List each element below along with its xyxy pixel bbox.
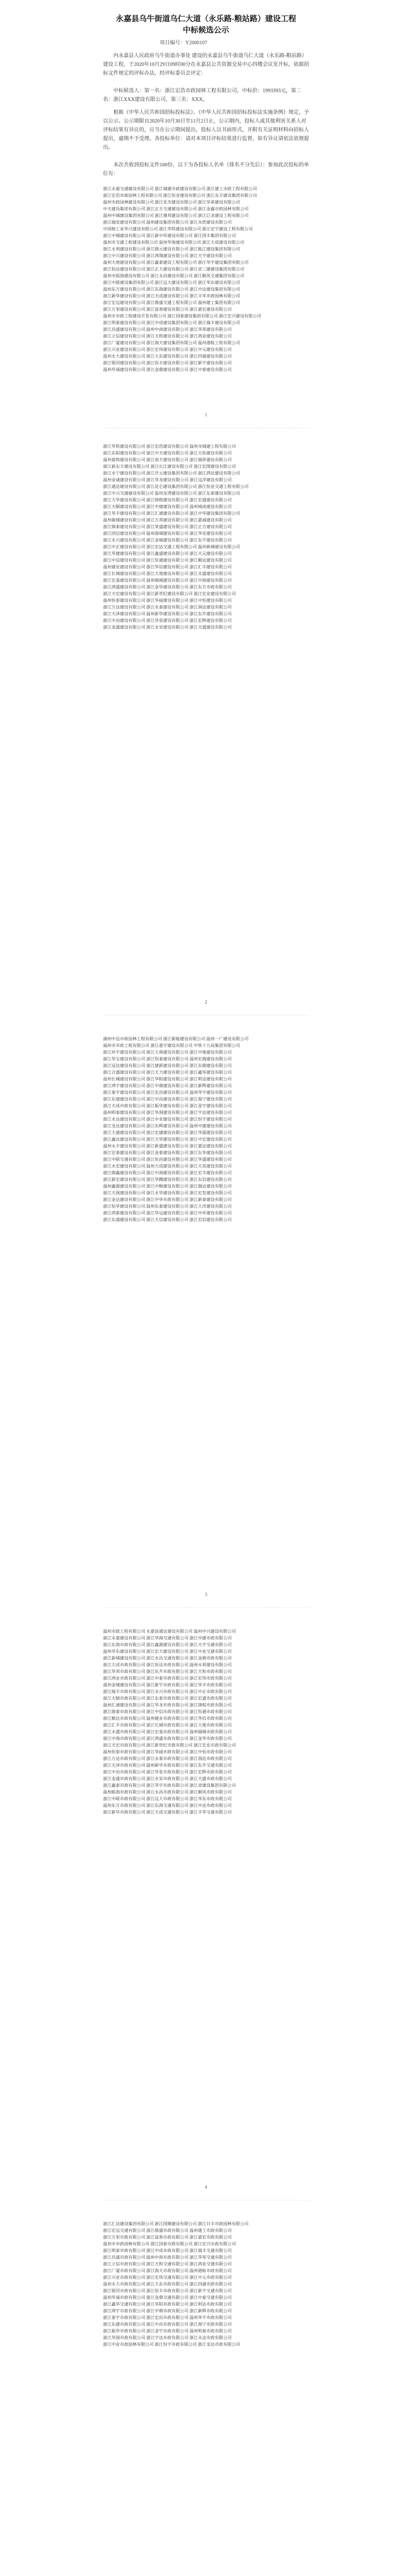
- bidder-line: 温州市瓯海建设有限公司 浙江永昌建设有限公司 浙江顺风交通集团有限公司: [103, 274, 245, 278]
- bidder-line: 浙江泰宇建设有限公司 浙江宏昌建设有限公司 温州华宇建设有限公司: [103, 1090, 232, 1095]
- bidder-line: 浙江中兴建设有限公司 浙江鸿翔建设有限公司 浙江天宇建设有限公司: [103, 253, 232, 258]
- bidder-line: 浙江国信建设有限公司 温州海城建设有限公司 浙江华安建设有限公司: [103, 531, 232, 536]
- bidder-line: 浙江明泰市政有限公司 浙江中成市政有限公司 浙江瑞丰交通有限公司: [103, 2248, 232, 2253]
- bidder-line: 浙江永达建设有限公司 浙江中业建设有限公司 浙江恒宇建设有限公司: [103, 1117, 232, 1122]
- bidder-line: 温州华东建设有限公司 浙江宏大建设有限公司 浙江中业交通有限公司: [103, 1649, 232, 1654]
- bidder-line: 中天建设集团有限公司 浙江正方交通建设有限公司 浙江金鑫市政园林有限公司: [103, 207, 249, 211]
- bidder-line: 浙江天泽市政有限公司 温州新华市政有限公司 浙江东升交通有限公司: [103, 1763, 232, 1768]
- bidder-line: 浙江万里建设有限公司 浙江富春建设有限公司 浙江嘉宏建设有限公司: [103, 307, 232, 312]
- bidder-line: 浙江鼎泰建设有限公司 浙江荣盛建设有限公司 浙江正方建设有限公司: [103, 524, 232, 529]
- bidder-line: 浙江中联交通有限公司 浙江恒昌建设有限公司 浙江华盛建设有限公司: [103, 1157, 232, 1162]
- bidder-line: 湖州中达市政园林工程有限公司 浙江新能建设有限公司 温州一广建设有限公司: [103, 1037, 249, 1041]
- bidder-line: 温州永大建设有限公司 浙江大东建设有限公司 浙江四通建设有限公司: [103, 354, 232, 359]
- page-number: 1: [204, 412, 208, 417]
- bidder-line: 温州中城建设集团有限公司 浙江德邦建设有限公司 浙江巨龙建设工程有限公司: [103, 213, 249, 218]
- bidder-line: 浙江中业市政园林有限公司 浙江恒宇市政有限公司 浙江龙达市政有限公司: [103, 2342, 241, 2347]
- bidder-line: 浙江万达市政有限公司 浙江永泰市政有限公司 浙江润达市政有限公司: [103, 1756, 232, 1761]
- bidder-line: 温州大唐建设有限公司 浙江鑫泰建设工程有限公司 浙江华宇建设集团有限公司: [103, 260, 249, 265]
- bidder-line: 浙江鑫华交通有限公司 浙江华阳市政有限公司 浙江明达市政有限公司: [103, 2302, 232, 2307]
- bidder-line: 浙江鸿宇市政有限公司 浙江中鼎市政有限公司 浙江新辉市政有限公司: [103, 2309, 232, 2313]
- bidder-line: 浙江宏泰建设有限公司 浙江金泰建设有限公司 浙江东华建设有限公司: [103, 1150, 232, 1155]
- bidder-line: 浙江东建建设有限公司 浙江中昌建设有限公司 浙江海宁建设有限公司: [103, 1097, 232, 1101]
- bidder-line: 浙江东阳建设有限公司 浙江中天建设有限公司 浙江天佑建设有限公司: [103, 451, 232, 455]
- bidder-line: 浙江汇丰市政有限公司 浙江长城市政有限公司 浙江大地市政有限公司: [103, 1723, 232, 1727]
- bidder-line: 浙江华铁建设有限公司 浙江宏浩建设有限公司 温州市城建工程有限公司: [103, 444, 236, 449]
- bidder-line: 温州金城建设有限公司 浙江新宇市政有限公司 浙江华丰市政有限公司: [103, 1683, 232, 1687]
- bidder-line: 浙江天顺市政有限公司 浙江东泰市政有限公司 浙江宏盛市政有限公司: [103, 1696, 232, 1701]
- bidder-line: 浙江鑫达建设有限公司 浙江天华建设有限公司 浙江中宏建设有限公司: [103, 1137, 232, 1142]
- bidder-line: 浙江鸿泰建设有限公司 浙江华远建设有限公司 浙江中环建设有限公司: [103, 1211, 232, 1215]
- bidder-line: 浙江永利建设有限公司 浙江鼎元建设有限公司 浙江瓯江建设集团有限公司: [103, 247, 241, 251]
- bidder-line: 浙江东盛建设有限公司 浙江天信建设有限公司 浙江宏信建设有限公司: [103, 1217, 232, 1222]
- bidder-line: 温州恒泰建设有限公司 浙江华丽建设有限公司 浙江中恒建设有限公司: [103, 598, 232, 603]
- intro-paragraph-4: 本次共收到投标文件160份，以下为各投标人名单（排名不分先后）：参加此次投标的单位有：: [103, 162, 309, 177]
- bidder-line: 浙江中正建设有限公司 浙江宏达交通工程有限公司 温州新城建设有限公司: [103, 545, 241, 549]
- bidder-line: 浙江振华市政有限公司 浙江金宇市政有限公司 温州明泰市政有限公司: [103, 2329, 232, 2333]
- bidder-line: 浙江新宏建设有限公司 浙江华腾建设有限公司 浙江东信建设有限公司: [103, 1177, 232, 1182]
- bidder-line: 温州市市政工程建设开发有限公司 浙江国泰建设集团有限公司 浙江宏兴建设有限公司: [103, 314, 262, 318]
- bidder-line: 温州市政园林建设有限公司 浙江亚杰建设有限公司 浙江华甬建设有限公司: [103, 200, 241, 205]
- bidder-line: 浙江华邦市政有限公司 浙江东升市政有限公司 浙江天和市政有限公司: [103, 1669, 232, 1674]
- bidder-line: 浙江中兴交通建设有限公司 温州龙湾建设有限公司 浙江东泰建设有限公司: [103, 491, 241, 496]
- bidder-line: 浙江大成市政有限公司 浙江恒达市政有限公司 温州永利建设有限公司: [103, 1663, 232, 1667]
- bidder-list-page-5: [103, 2221, 309, 2348]
- bidder-list-page-3: [103, 1036, 309, 1223]
- bidder-line: 浙江广厦建设有限公司 浙江海天建设集团有限公司 温州港航工程有限公司: [103, 341, 241, 345]
- bidder-list-page-4: [103, 1628, 309, 1816]
- bidder-line: 浙江宏浩市政园林工程有限公司 浙江恒业建设有限公司 浙江东方建设集团有限公司: [103, 193, 257, 198]
- bidder-line: 温州金诚建设有限公司 浙江华龙建设有限公司 浙江远洋建设有限公司: [103, 478, 232, 482]
- bidder-line: 浙江永兴建设有限公司 浙江金城建设有限公司 浙江东宇建设有限公司: [103, 538, 232, 543]
- bidder-line: 温州瓯海市政有限公司 浙江永昌市政有限公司 浙江顺风市政有限公司: [103, 1790, 232, 1794]
- bidder-line: 浙江恒华建设有限公司 温州东泰建设有限公司 浙江大洋建设有限公司: [103, 1204, 232, 1209]
- bidder-line: 浙江瑞安建设有限公司 温州建设集团有限公司 浙江永欣建设有限公司: [103, 220, 232, 225]
- bidder-line: 浙江瑞丰市政有限公司 浙江永兴市政有限公司 浙江中正市政有限公司: [103, 1689, 232, 1694]
- bidder-line: 浙江龙达建设有限公司 浙江东辉建设有限公司 温州中建建设有限公司: [103, 1124, 232, 1128]
- bidder-line: 浙江永嘉建设有限公司 浙江华海交通有限公司 浙江中建市政有限公司: [103, 1636, 232, 1640]
- bidder-line: 温州华诚市政有限公司 浙江金鼎交通有限公司 浙江中泰交通有限公司: [103, 2295, 232, 2300]
- bidder-line: 浙江兴业市政有限公司 浙江宏伟交通有限公司 浙江中元市政有限公司: [103, 2275, 232, 2280]
- bidder-line: 浙江中冶市政有限公司 浙江华星市政有限公司 浙江宏辉市政有限公司: [103, 1770, 232, 1774]
- bidder-line: 温州市市政园林有限公司 浙江国泰市政有限公司 浙江宏兴市政有限公司: [103, 2242, 236, 2246]
- bidder-line: 浙江天泽建设有限公司 温州新华建设有限公司 浙江东升建设有限公司: [103, 612, 232, 616]
- bidder-list-page-1: [103, 185, 309, 373]
- bidder-line: 温州鹿城建设有限公司 浙江万邦建设有限公司 浙江嘉诚建设有限公司: [103, 518, 232, 522]
- bidder-line: 温州建业建设有限公司 浙江华信建设有限公司 浙江汇丰建设有限公司: [103, 565, 232, 569]
- bidder-line: 温州东方建设有限公司 浙江东海建设有限公司 浙江中达建设集团有限公司: [103, 287, 241, 292]
- title-line-2: 中标候选公示: [182, 26, 229, 35]
- bidder-line: 浙江天宏建设有限公司 浙江新世纪建设有限公司 浙江宏业建设有限公司: [103, 591, 236, 596]
- bidder-line: 浙江汇达建设集团有限公司 浙江国顺建设有限公司 浙江日丰市政园林有限公司: [103, 2222, 249, 2226]
- bidder-line: 浙江金盛建设有限公司 浙江永安建设有限公司 浙江天盛建设有限公司: [103, 625, 232, 630]
- bidder-line: 浙江宏远交通有限公司 浙江鼎盛市政有限公司 温州建工市政有限公司: [103, 2228, 232, 2233]
- bidder-line: 浙江通达建设有限公司 浙江昆仑建设集团有限公司 浙江恒业交通工程有限公司: [103, 484, 249, 489]
- bidder-line: 浙江宏基建设有限公司 温州瑞城建设有限公司 浙江中海建设有限公司: [103, 578, 232, 583]
- bidder-line: 浙江中城建设有限公司 浙江新中环建设有限公司 浙江国丰集团有限公司: [103, 233, 236, 238]
- project-number: 项目编号：Y2000107: [160, 40, 208, 46]
- bidder-line: 浙江长城建设有限公司 浙江大地建设有限公司 浙江永盛建设有限公司: [103, 571, 232, 576]
- bidder-list-page-2: [103, 443, 309, 631]
- page-number: 2: [204, 999, 208, 1005]
- bidder-line: 温州恒泰市政有限公司 浙江华丽市政有限公司 浙江中恒市政有限公司: [103, 1750, 232, 1754]
- bidder-line: 浙江天顺建设有限公司 浙江中建建设有限公司 温州城南建设有限公司: [103, 504, 232, 509]
- bidder-line: 温州市政工程有限公司 永嘉县通达建设有限公司 温州中兴建设有限公司: [103, 1629, 236, 1634]
- bidder-line: 浙江鸿宇建设有限公司 浙江中鼎建设有限公司 浙江新辉建设有限公司: [103, 1083, 232, 1088]
- bidder-line: 浙江新华市政有限公司 浙江天成交通有限公司 浙江丰华交通有限公司: [103, 1810, 232, 1815]
- bidder-line: 温州市交通工程建设有限公司 温州华海建设有限公司 浙江大成建设有限公司: [103, 240, 245, 245]
- bidder-line: 浙江金盛市政有限公司 浙江永安市政有限公司 浙江天盛市政有限公司: [103, 1776, 232, 1781]
- intro-paragraph-3: 根据《中华人民共和国招标投标法》、《中华人民共和国招标投标法实施条例》规定，予以公示。公示期限自2020年10月30日至11月2日止，公示期内，投标人或其他利害关系人对评标结果有异议的，应当在公示期间提出，投标人以书面形式，并附有关证明材料向招标人提出，逾期不予受理。各投标单位：请对本项目评标结果进行监督，如有异议请依法依规提出。: [103, 110, 309, 150]
- bidder-line: 浙江合盛建设有限公司 浙江天力建设有限公司 浙江鑫华建设有限公司: [103, 1070, 232, 1075]
- bidder-line: 温州华诚建设有限公司 浙江金鼎建设有限公司 浙江中泰建设有限公司: [103, 367, 232, 372]
- bidder-line: 温州长城建设有限公司 浙江华阳建设有限公司 浙江明达建设有限公司: [103, 1077, 232, 1081]
- bidder-line: 浙江天成市政有限公司 浙江振华建设有限公司 浙江金宇建设有限公司: [103, 1104, 232, 1108]
- bidder-line: 浙江万里市政有限公司 浙江富春市政有限公司 浙江嘉宏市政有限公司: [103, 2235, 232, 2240]
- document-title: [0, 13, 412, 36]
- bidder-line: 浙江华建建设有限公司 浙江鑫盛建设有限公司 浙江天元建设有限公司: [103, 551, 232, 556]
- bidder-line: 浙江宏远建设有限公司 浙江鼎盛交通工程有限公司 温州建工集团有限公司: [103, 300, 241, 305]
- bidder-line: 浙江东建市政有限公司 浙江中昌市政有限公司 浙江海宁市政有限公司: [103, 2322, 232, 2327]
- bidder-line: 浙江中信建设有限公司 浙江恒通建设有限公司 浙江顺达建设有限公司: [103, 558, 232, 563]
- bidder-line: 中国核工业华兴建设有限公司 浙江华铁建设有限公司 浙江宏宇建设工程有限公司: [103, 227, 253, 231]
- bidder-line: 温州嘉和建设有限公司 浙江南方建设有限公司 浙江瑞祥建设有限公司: [103, 457, 232, 462]
- bidder-line: 浙江昌盛建设有限公司 温州中南建设有限公司 浙江华邦建设有限公司: [103, 327, 232, 332]
- bidder-line: 温州永大市政有限公司 浙江大东市政有限公司 浙江四通市政有限公司: [103, 2282, 232, 2286]
- bidder-line: 浙江中联建设集团有限公司 浙江远大建设有限公司 浙江华东建设有限公司: [103, 280, 241, 285]
- bidder-line: 浙江大通建设有限公司 浙江宏建建设有限公司 浙江华强建设有限公司: [103, 1130, 232, 1135]
- bidder-line: 浙江兴业建设有限公司 浙江宏伟建设有限公司 浙江中元建设有限公司: [103, 347, 232, 352]
- bidder-line: 浙江鼎泰市政有限公司 浙江中信市政有限公司 浙江恒通市政有限公司: [103, 1709, 232, 1714]
- bidder-line: 浙江永宁建设有限公司 浙江开元建设集团有限公司 浙江鸿达建设有限公司: [103, 471, 241, 476]
- bidder-line: 浙江东海市政有限公司 浙江鑫源建设有限公司 浙江天宇交通有限公司: [103, 1642, 232, 1647]
- bidder-line: 浙江永嘉交通建设有限公司 浙江城建市政建设有限公司 浙江建工市政工程有限公司: [103, 187, 257, 191]
- bidder-line: 浙江新城建设有限公司 浙江永昌交通有限公司 浙江金鼎市政有限公司: [103, 1656, 232, 1660]
- bidder-line: 浙江大华建设有限公司 浙江锦程建设有限公司 浙江宏盛建设有限公司: [103, 498, 232, 502]
- intro-paragraph-2: 中标候选人：第一名：浙江宏浩市政园林工程有限公司，中标价：1993393元，第二名：浙江XXX建设有限公司，第三名：XXX。: [103, 88, 301, 103]
- page-separator: [103, 1607, 309, 1608]
- bidder-line: 浙江环宇建设有限公司 浙江大舜建设有限公司 浙江中地建设有限公司: [103, 1050, 232, 1055]
- bidder-line: 浙江华润市政有限公司 浙江宇达市政有限公司 浙江永达市政有限公司: [103, 2335, 232, 2340]
- bidder-line: 浙江中海市政有限公司 浙江鸿盛市政有限公司 浙江金华市政有限公司: [103, 1736, 232, 1741]
- bidder-line: 浙江中联市政有限公司 浙江远大市政有限公司 浙江华东市政有限公司: [103, 1797, 232, 1801]
- page-number: 3: [204, 1592, 208, 1597]
- bidder-line: 浙江鸿业市政有限公司 浙江中泰市政有限公司 浙江宏伟市政有限公司: [103, 1676, 232, 1681]
- bidder-line: 浙江永盛市政有限公司 浙江宏基市政有限公司 温州瑞城市政有限公司: [103, 1730, 232, 1734]
- bidder-line: 浙江华丰建设有限公司 浙江汇通建设有限公司 浙江中华建设集团有限公司: [103, 511, 241, 516]
- bidder-line: 浙江新东方建设有限公司 浙江长江建设有限公司 浙江宏图建设有限公司: [103, 464, 236, 469]
- bidder-line: 温州明泰建设有限公司 浙江华润建设有限公司 浙江宇达建设有限公司: [103, 1110, 232, 1115]
- bidder-line: 浙江天润建设有限公司 浙江永华建设有限公司 浙江宏发建设有限公司: [103, 1191, 232, 1195]
- bidder-line: 福州市市政工程有限公司 浙江嘉宇建设有限公司 中铁十九局集团有限公司: [103, 1043, 241, 1048]
- bidder-line: 浙江华宝建设有限公司 浙江恒泰建设有限公司 温州宏瑞建设有限公司: [103, 1057, 232, 1061]
- bidder-line: 温州鑫源建设有限公司 浙江中顺建设有限公司 浙江瑞达建设有限公司: [103, 1184, 232, 1189]
- bidder-line: 浙江恒达建设有限公司 浙江正大建设有限公司 浙江省三建建设集团有限公司: [103, 267, 245, 272]
- bidder-line: 温州永丰建设有限公司 浙江新盛建设有限公司 浙江嘉达建设有限公司: [103, 1144, 232, 1148]
- bidder-line: 浙江冠达建设有限公司 浙江建新建设有限公司 浙江东鼎建设有限公司: [103, 1063, 232, 1068]
- bidder-line: 浙江立信建设有限公司 浙江天和建设有限公司 浙江鸿业建设有限公司: [103, 334, 232, 338]
- bidder-line: 浙江金达建设有限公司 浙江中华市政有限公司 浙江新泰建设有限公司: [103, 1197, 232, 1202]
- bidder-line: 浙江顺达市政有限公司 温州建业市政有限公司 浙江华信市政有限公司: [103, 1716, 232, 1721]
- bidder-line: 浙江万达建设有限公司 浙江永泰建设有限公司 浙江润达建设有限公司: [103, 605, 232, 609]
- bidder-line: 浙江银河市政有限公司 浙江恒丰市政有限公司 浙江新宇交通有限公司: [103, 2289, 232, 2293]
- bidder-line: 浙江天宏市政有限公司 浙江新世纪市政有限公司 浙江宏业市政有限公司: [103, 1743, 236, 1748]
- bidder-line: 浙江新华建设有限公司 浙江天成建设有限公司 浙江丰华市政园林有限公司: [103, 294, 241, 298]
- bidder-line: 浙江泰宇市政有限公司 浙江宏昌市政有限公司 温州华宇市政有限公司: [103, 2315, 232, 2320]
- bidder-line: 温州汇通建设有限公司 浙江华龙市政有限公司 浙江锦程市政有限公司: [103, 1703, 232, 1707]
- bidder-line: 浙江鼎鑫建设有限公司 浙江中润建设有限公司 浙江宏丰建设有限公司: [103, 1171, 232, 1175]
- bidder-line: 浙江明泰建设有限公司 浙江中成建设集团有限公司 浙江瑞丰建设有限公司: [103, 320, 241, 325]
- bidder-line: 温州东方市政有限公司 浙江东海交通有限公司 浙江中达市政有限公司: [103, 1803, 232, 1808]
- page-number: 4: [204, 2184, 208, 2190]
- bidder-line: 浙江永宏建设有限公司 温州大成建设有限公司 浙江天昊建设有限公司: [103, 1164, 232, 1168]
- bidder-line: 浙江银河建设有限公司 浙江恒丰建设有限公司 浙江新宇建设有限公司: [103, 361, 232, 365]
- bidder-line: 浙江立信市政有限公司 浙江天和交通有限公司 浙江鸿业交通有限公司: [103, 2262, 232, 2266]
- bidder-line: 浙江鑫泰市政有限公司 浙江华宇市政有限公司 浙江省建设集团有限公司: [103, 1783, 236, 1788]
- bidder-line: 浙江鸿盛建设有限公司 浙江金华建设有限公司 浙江东方市政有限公司: [103, 585, 232, 589]
- bidder-line: 浙江广厦市政有限公司 浙江海天市政有限公司 温州港航市政有限公司: [103, 2268, 232, 2273]
- bidder-line: 浙江中冶建设有限公司 浙江华星建设有限公司 浙江宏辉建设有限公司: [103, 618, 232, 623]
- bidder-line: 浙江昌盛市政有限公司 温州中南市政有限公司 浙江华邦交通有限公司: [103, 2255, 232, 2260]
- title-line-1: 永嘉县乌牛街道乌仁大道（永乐路-粮站路）建设工程: [116, 15, 296, 23]
- intro-paragraph-1: 内永嘉县人民政府乌牛街道办事处 建设的永嘉县乌牛街道乌仁大道（永乐路-粮站路）建设工程，于2020年10月29日09时00分在永嘉县公共资源交易中心四楼会议室开标，依据招标文件规定的评标办法，经评标委员会评定：: [103, 53, 309, 76]
